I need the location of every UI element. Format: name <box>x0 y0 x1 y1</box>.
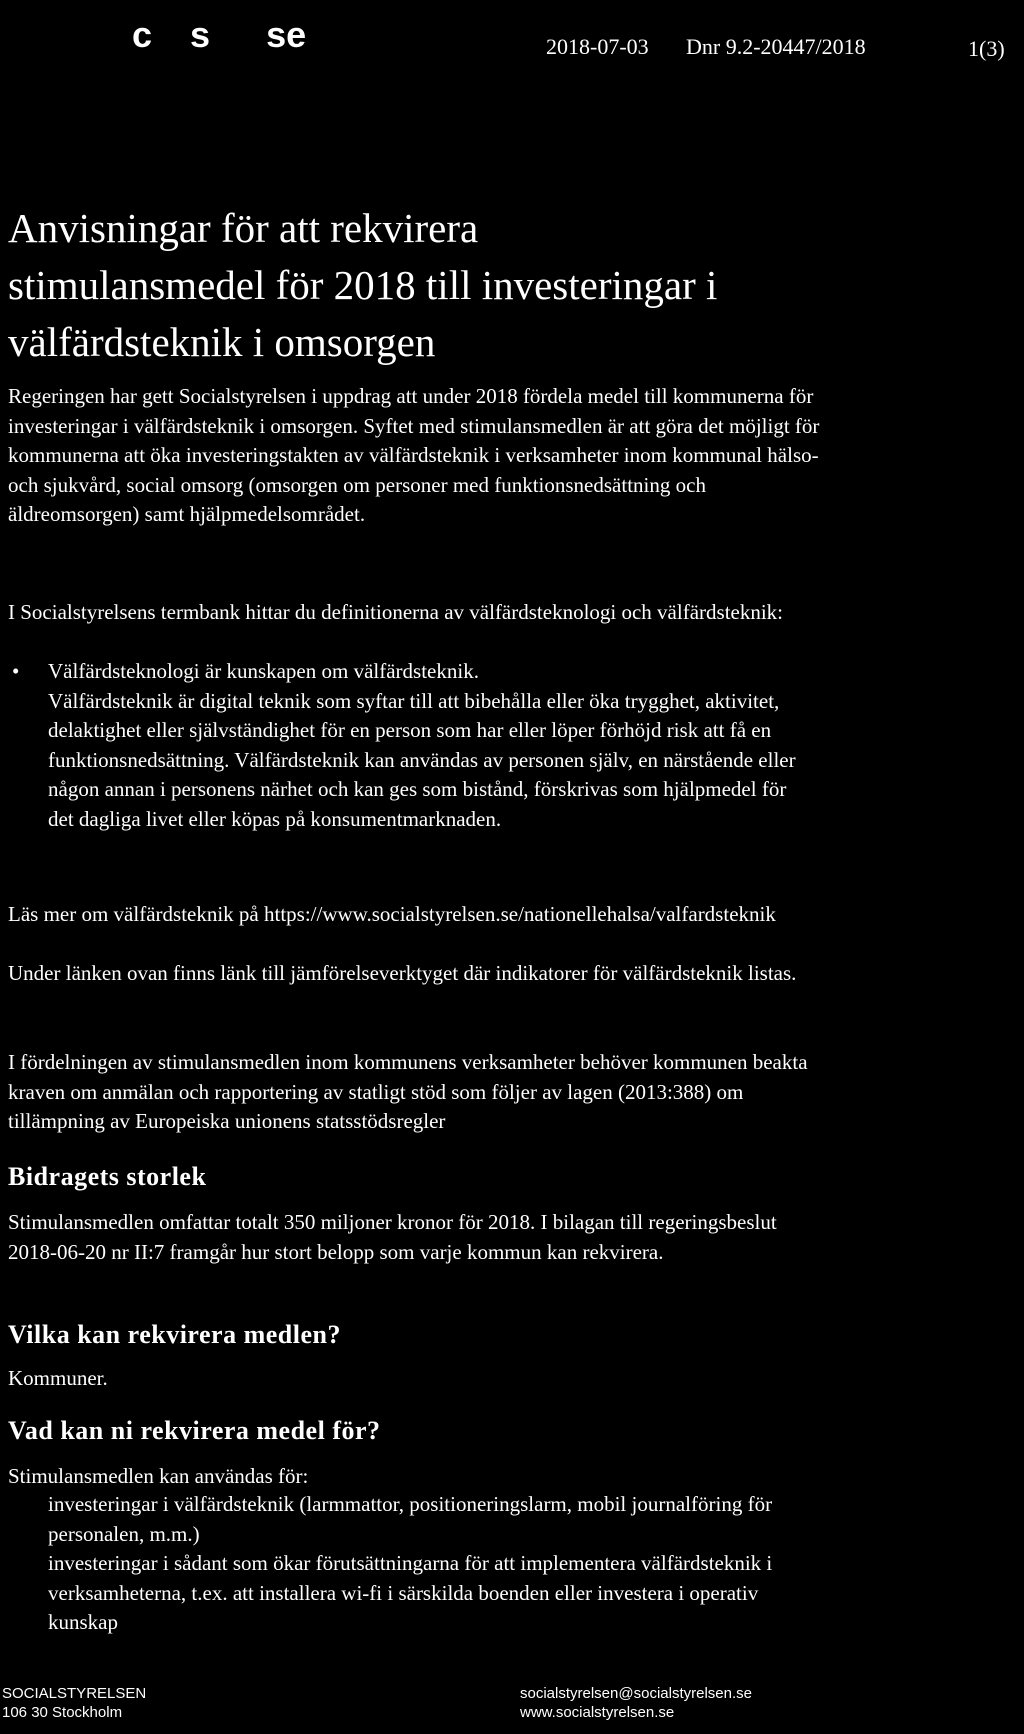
section-heading: Bidragets storlek <box>8 1162 207 1191</box>
logo-part: c <box>132 14 153 55</box>
list-item-text: investeringar i sådant som ökar förutsättningarna för att implementera välfärdsteknik i verksamheterna, t.ex. att installera wi-fi i särskilda boenden eller investera i operativ kunskap <box>48 1551 773 1634</box>
intro-paragraph: Regeringen har gett Socialstyrelsen i uppdrag att under 2018 fördela medel till kommunerna för investeringar i välfärdsteknik i omsorgen. Syftet med stimulansmedlen är att göra det möjligt för kommunerna att öka investeringstakten av välfärdsteknik i verksamheter inom kommunal hälso- och sjukvård, social omsorg (omsorgen om personer med funktionsnedsättning och äldreomsorgen) samt hjälpmedelsområdet. <box>8 384 820 526</box>
title-line: välfärdsteknik i omsorgen <box>8 319 436 365</box>
list-item <box>8 1490 798 1549</box>
logo <box>132 14 306 56</box>
definition-list <box>8 657 808 834</box>
read-more-paragraph: Läs mer om välfärdsteknik på https://www.socialstyrelsen.se/nationellehalsa/valfardsteknik <box>8 902 776 926</box>
list-item <box>8 657 808 687</box>
usage-list <box>8 1490 798 1638</box>
footer-address: 106 30 Stockholm <box>2 1704 123 1721</box>
list-item-text: investeringar i välfärdsteknik (larmmattor, positioneringslarm, mobil journalföring för personalen, m.m.) <box>48 1492 773 1546</box>
section-heading: Vilka kan rekvirera medlen? <box>8 1320 341 1349</box>
distribution-paragraph: I fördelningen av stimulansmedlen inom kommunens verksamheter behöver kommunen beakta kraven om anmälan och rapportering av statligt stöd som följer av lagen (2013:388) om tillämpning av Europeiska unionens statsstödsregler <box>8 1050 808 1133</box>
footer-email: socialstyrelsen@socialstyrelsen.se <box>520 1685 752 1702</box>
footer-web: www.socialstyrelsen.se <box>520 1704 675 1721</box>
logo-part: se <box>266 14 307 55</box>
footer-org <box>2 1684 146 1722</box>
section-text: Kommuner. <box>8 1366 108 1390</box>
logo-part: s <box>190 14 211 55</box>
title-line: stimulansmedel för 2018 till investeringar i <box>8 262 718 308</box>
section-text: Stimulansmedlen kan användas för: <box>8 1464 309 1488</box>
page-number: 1(3) <box>968 36 1005 61</box>
list-item <box>8 1549 798 1638</box>
document-title <box>8 200 988 371</box>
termbank-paragraph: I Socialstyrelsens termbank hittar du definitionerna av välfärdsteknologi och välfärdsteknik: <box>8 600 784 624</box>
bullet-icon: • <box>12 659 20 683</box>
list-item-text: Välfärdsteknologi är kunskapen om välfärdsteknik. <box>48 659 479 683</box>
list-item-text: Välfärdsteknik är digital teknik som syftar till att bibehålla eller öka trygghet, aktivitet, delaktighet eller självständighet för en person som har eller löper förhöjd risk att få en funktionsnedsättning. Välfärdsteknik kan användas av personen själv, en närstående eller någon annan i personens närhet och kan ges som bistånd, förskrivas som hjälpmedel för det dagliga livet eller köpas på konsumentmarknaden. <box>48 688 796 831</box>
footer-contact <box>520 1684 752 1722</box>
document-number: Dnr 9.2-20447/2018 <box>686 34 866 59</box>
title-line: Anvisningar för att rekvirera <box>8 205 479 251</box>
section-heading: Vad kan ni rekvirera medel för? <box>8 1416 381 1445</box>
link-info-paragraph: Under länken ovan finns länk till jämförelseverktyget där indikatorer för välfärdsteknik listas. <box>8 961 797 985</box>
list-item <box>8 687 808 835</box>
document-date: 2018-07-03 <box>546 34 649 59</box>
section-text: Stimulansmedlen omfattar totalt 350 miljoner kronor för 2018. I bilagan till regeringsbeslut 2018-06-20 nr II:7 framgår hur stort belopp som varje kommun kan rekvirera. <box>8 1210 777 1264</box>
footer-org-name: SOCIALSTYRELSEN <box>2 1685 147 1702</box>
